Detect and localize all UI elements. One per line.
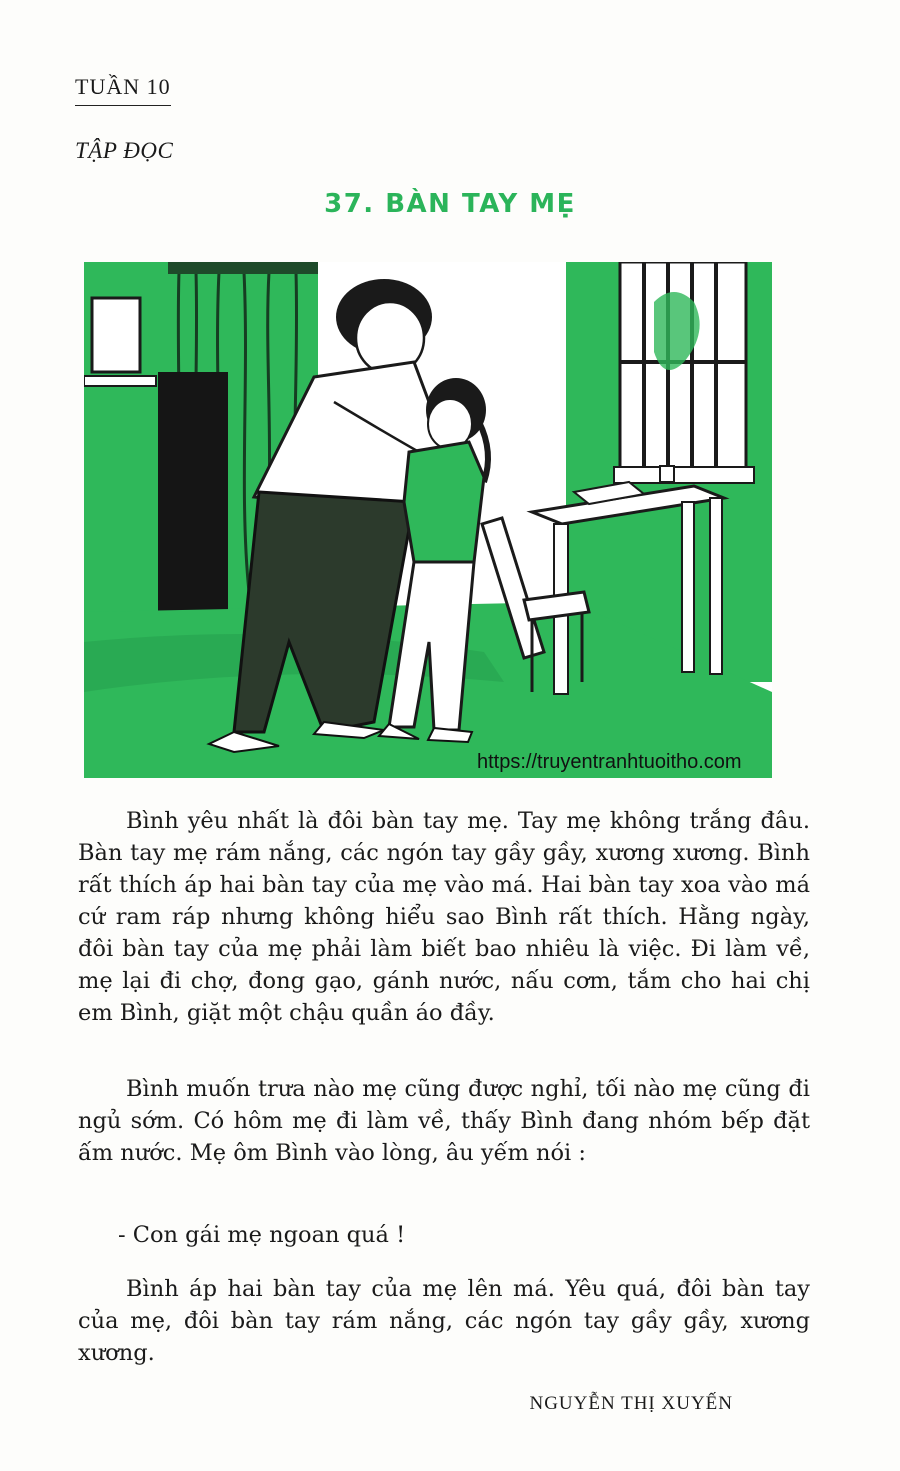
illustration-mother-and-daughter (84, 262, 772, 778)
mirror (92, 298, 140, 372)
story-dialogue: - Con gái mẹ ngoan quá ! (118, 1222, 406, 1248)
story-paragraph-1: Bình yêu nhất là đôi bàn tay mẹ. Tay mẹ không trắng đâu. Bàn tay mẹ rám nắng, các ngón tay gầy gầy, xương xương. Bình rất thích áp hai bàn tay của mẹ vào má. Hai bàn tay xoa vào má cứ ram ráp nhưng không hiểu sao Bình rất thích. Hằng ngày, đôi bàn tay của mẹ phải làm biết bao nhiêu là việc. Đi làm về, mẹ lại đi chợ, đong gạo, gánh nước, nấu cơm, tắm cho hai chị em Bình, giặt một chậu quần áo đầy. (78, 808, 810, 1026)
window (620, 262, 746, 472)
story-paragraph-2: Bình muốn trưa nào mẹ cũng được nghỉ, tối nào mẹ cũng đi ngủ sớm. Có hôm mẹ đi làm về, thấy Bình đang nhóm bếp đặt ấm nước. Mẹ ôm Bình vào lòng, âu yếm nói : (78, 1076, 810, 1166)
story-paragraph-3: Bình áp hai bàn tay của mẹ lên má. Yêu quá, đôi bàn tay của mẹ, đôi bàn tay rám nắng, các ngón tay gầy gầy, xương xương. (78, 1276, 810, 1366)
author-name: NGUYỄN THỊ XUYẾN (529, 1393, 733, 1414)
week-label: TUẦN 10 (75, 74, 171, 106)
watermark-url: https://truyentranhtuoitho.com (477, 751, 742, 773)
section-label: TẬP ĐỌC (75, 138, 174, 163)
lesson-title: 37. BÀN TAY MẸ (324, 189, 576, 219)
